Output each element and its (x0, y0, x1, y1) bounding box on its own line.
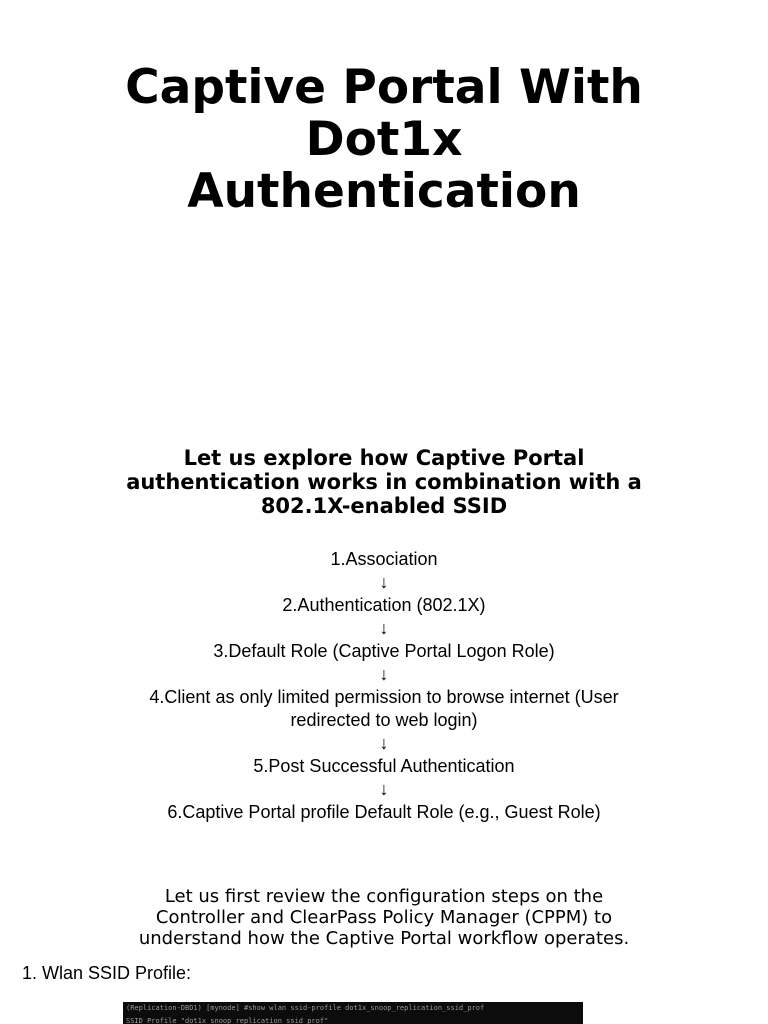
step-authentication: 2.Authentication (802.1X) (282, 595, 486, 615)
title-line: Captive Portal With (125, 60, 643, 115)
subtitle-line: authentication works in combination with a (126, 470, 642, 494)
page-title (0, 62, 768, 218)
down-arrow-icon: ↓ (379, 733, 389, 753)
intro-line: Controller and ClearPass Policy Manager (CPPM) to (155, 907, 613, 928)
step-guest-role: 6.Captive Portal profile Default Role (e.g., Guest Role) (167, 802, 601, 822)
intro-paragraph (84, 886, 684, 949)
step-post-auth: 5.Post Successful Authentication (253, 756, 515, 776)
title-line: Dot1x (305, 112, 463, 167)
terminal-screenshot (123, 1002, 583, 1024)
down-arrow-icon: ↓ (379, 572, 389, 592)
intro-line: understand how the Captive Portal workflow operates. (138, 928, 630, 949)
title-line: Authentication (187, 164, 581, 219)
subtitle-line: Let us explore how Captive Portal (183, 446, 585, 470)
subtitle-line: 802.1X-enabled SSID (260, 494, 508, 518)
step-limited-permission-cont: redirected to web login) (290, 710, 478, 730)
intro-line: Let us first review the configuration steps on the (164, 886, 604, 907)
workflow-steps (84, 548, 684, 824)
down-arrow-icon: ↓ (379, 779, 389, 799)
down-arrow-icon: ↓ (379, 618, 389, 638)
section-heading: 1. Wlan SSID Profile: (22, 963, 192, 983)
step-limited-permission: 4.Client as only limited permission to browse internet (User (149, 687, 619, 707)
subtitle (84, 446, 684, 518)
down-arrow-icon: ↓ (379, 664, 389, 684)
terminal-line: (Replication-DBD1) [mynode] #show wlan ssid-profile dot1x_snoop_replication_ssid_prof (126, 1004, 485, 1012)
terminal-line: SSID Profile "dot1x_snoop_replication_ssid_prof" (126, 1017, 329, 1024)
step-association: 1.Association (330, 549, 438, 569)
step-default-role: 3.Default Role (Captive Portal Logon Role) (213, 641, 555, 661)
